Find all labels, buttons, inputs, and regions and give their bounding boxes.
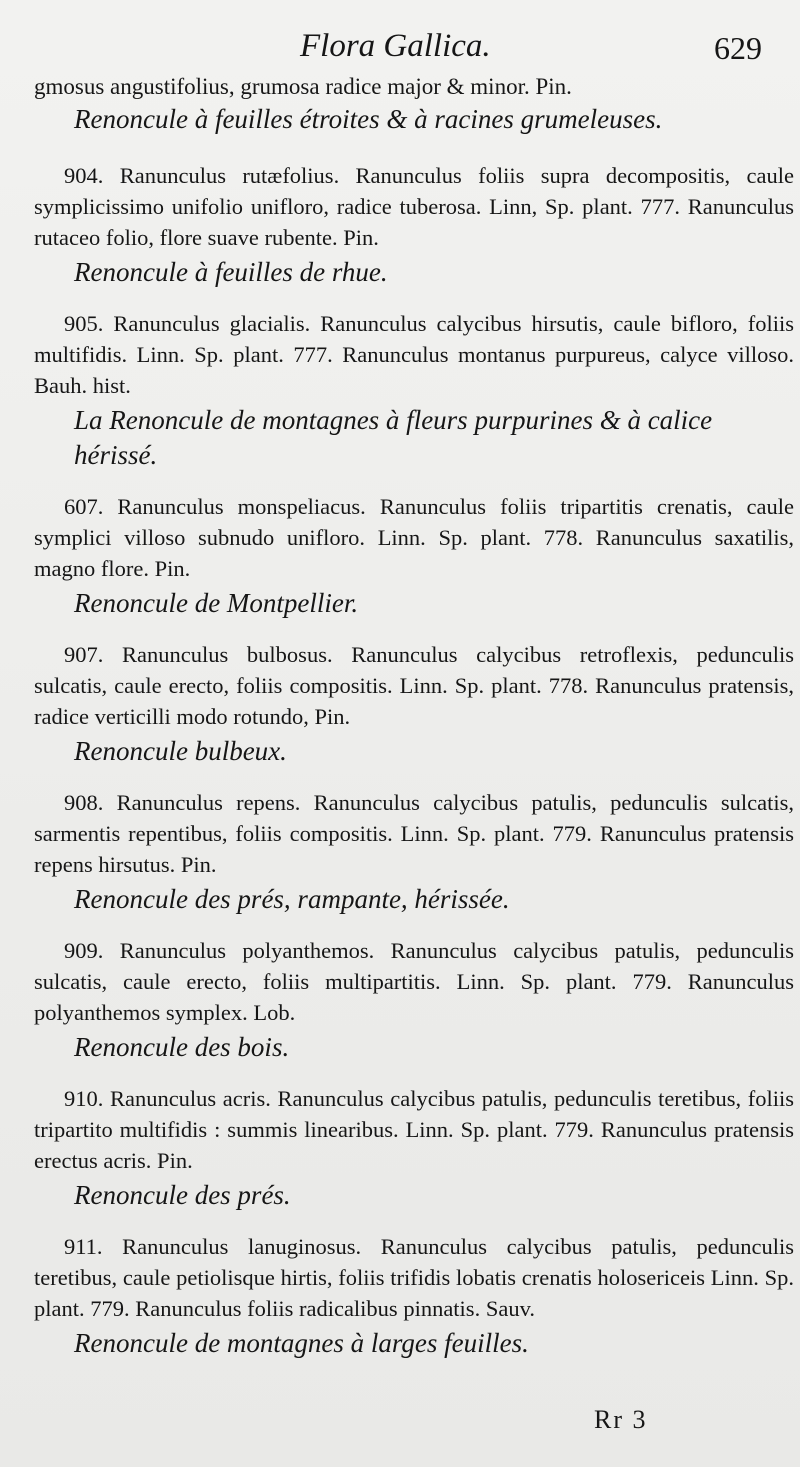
entry-910 (34, 1083, 794, 1213)
entry-latin-text: 908. Ranunculus repens. Ranunculus calycibus patulis, pedunculis sulcatis, sarmentis repentibus, foliis compositis. Linn. Sp. plant. 779. Ranunculus pratensis repens hirsutus. Pin. (34, 790, 794, 877)
signature-mark: Rr 3 (594, 1405, 648, 1434)
entry-french-name: Renoncule à feuilles de rhue. (74, 257, 388, 287)
entry-french-name: Renoncule bulbeux. (74, 736, 287, 766)
entry-latin-text: 905. Ranunculus glacialis. Ranunculus calycibus hirsutis, caule bifloro, foliis multifidis. Linn. Sp. plant. 777. Ranunculus montanus purpureus, calyce villoso. Bauh. hist. (34, 311, 794, 398)
continuation-french-name: Renoncule à feuilles étroites & à racines grumeleuses. (74, 104, 663, 134)
body-text (34, 72, 794, 1379)
entry-911 (34, 1231, 794, 1361)
entry-latin-text: 904. Ranunculus rutæfolius. Ranunculus foliis supra decompositis, caule symplicissimo unifolio unifloro, radice tuberosa. Linn, Sp. plant. 777. Ranunculus rutaceo folio, flore suave rubente. Pin. (34, 163, 794, 250)
entry-french-name: Renoncule des prés. (74, 1180, 291, 1210)
entry-latin-text: 607. Ranunculus monspeliacus. Ranunculus foliis tripartitis crenatis, caule symplici villoso subnudo unifloro. Linn. Sp. plant. 778. Ranunculus saxatilis, magno flore. Pin. (34, 494, 794, 581)
entry-latin-text: 909. Ranunculus polyanthemos. Ranunculus calycibus patulis, pedunculis sulcatis, caule erecto, foliis multipartitis. Linn. Sp. plant. 779. Ranunculus polyanthemos symplex. Lob. (34, 938, 794, 1025)
entry-latin-text: 910. Ranunculus acris. Ranunculus calycibus patulis, pedunculis teretibus, foliis tripartito multifidis : summis linearibus. Linn. Sp. plant. 779. Ranunculus pratensis erectus acris. Pin. (34, 1086, 794, 1173)
entry-french-name: Renoncule des prés, rampante, hérissée. (74, 884, 510, 914)
entry-908 (34, 787, 794, 917)
entry-french-name: Renoncule de Montpellier. (74, 588, 359, 618)
entry-905 (34, 308, 794, 473)
entry-607 (34, 491, 794, 621)
running-title: Flora Gallica. (300, 28, 491, 64)
entry-907 (34, 639, 794, 769)
entry-french-name: Renoncule des bois. (74, 1032, 290, 1062)
entry-latin-text: 907. Ranunculus bulbosus. Ranunculus calycibus retroflexis, pedunculis sulcatis, caule erecto, foliis compositis. Linn. Sp. plant. 778. Ranunculus pratensis, radice verticilli modo rotundo, Pin. (34, 642, 794, 729)
entry-latin-text: 911. Ranunculus lanuginosus. Ranunculus calycibus patulis, pedunculis teretibus, caule petiolisque hirtis, foliis trifidis lobatis crenatis holosericeis Linn. Sp. plant. 779. Ranunculus foliis radicalibus pinnatis. Sauv. (34, 1234, 794, 1321)
continuation-latin: gmosus angustifolius, grumosa radice major & minor. Pin. (34, 74, 572, 99)
entry-french-name: Renoncule de montagnes à larges feuilles. (74, 1328, 529, 1358)
entry-french-name: La Renoncule de montagnes à fleurs purpurines & à calice hérissé. (74, 405, 713, 470)
entry-904 (34, 160, 794, 290)
page-number: 629 (714, 30, 762, 66)
running-head (0, 28, 800, 68)
entry-909 (34, 935, 794, 1065)
